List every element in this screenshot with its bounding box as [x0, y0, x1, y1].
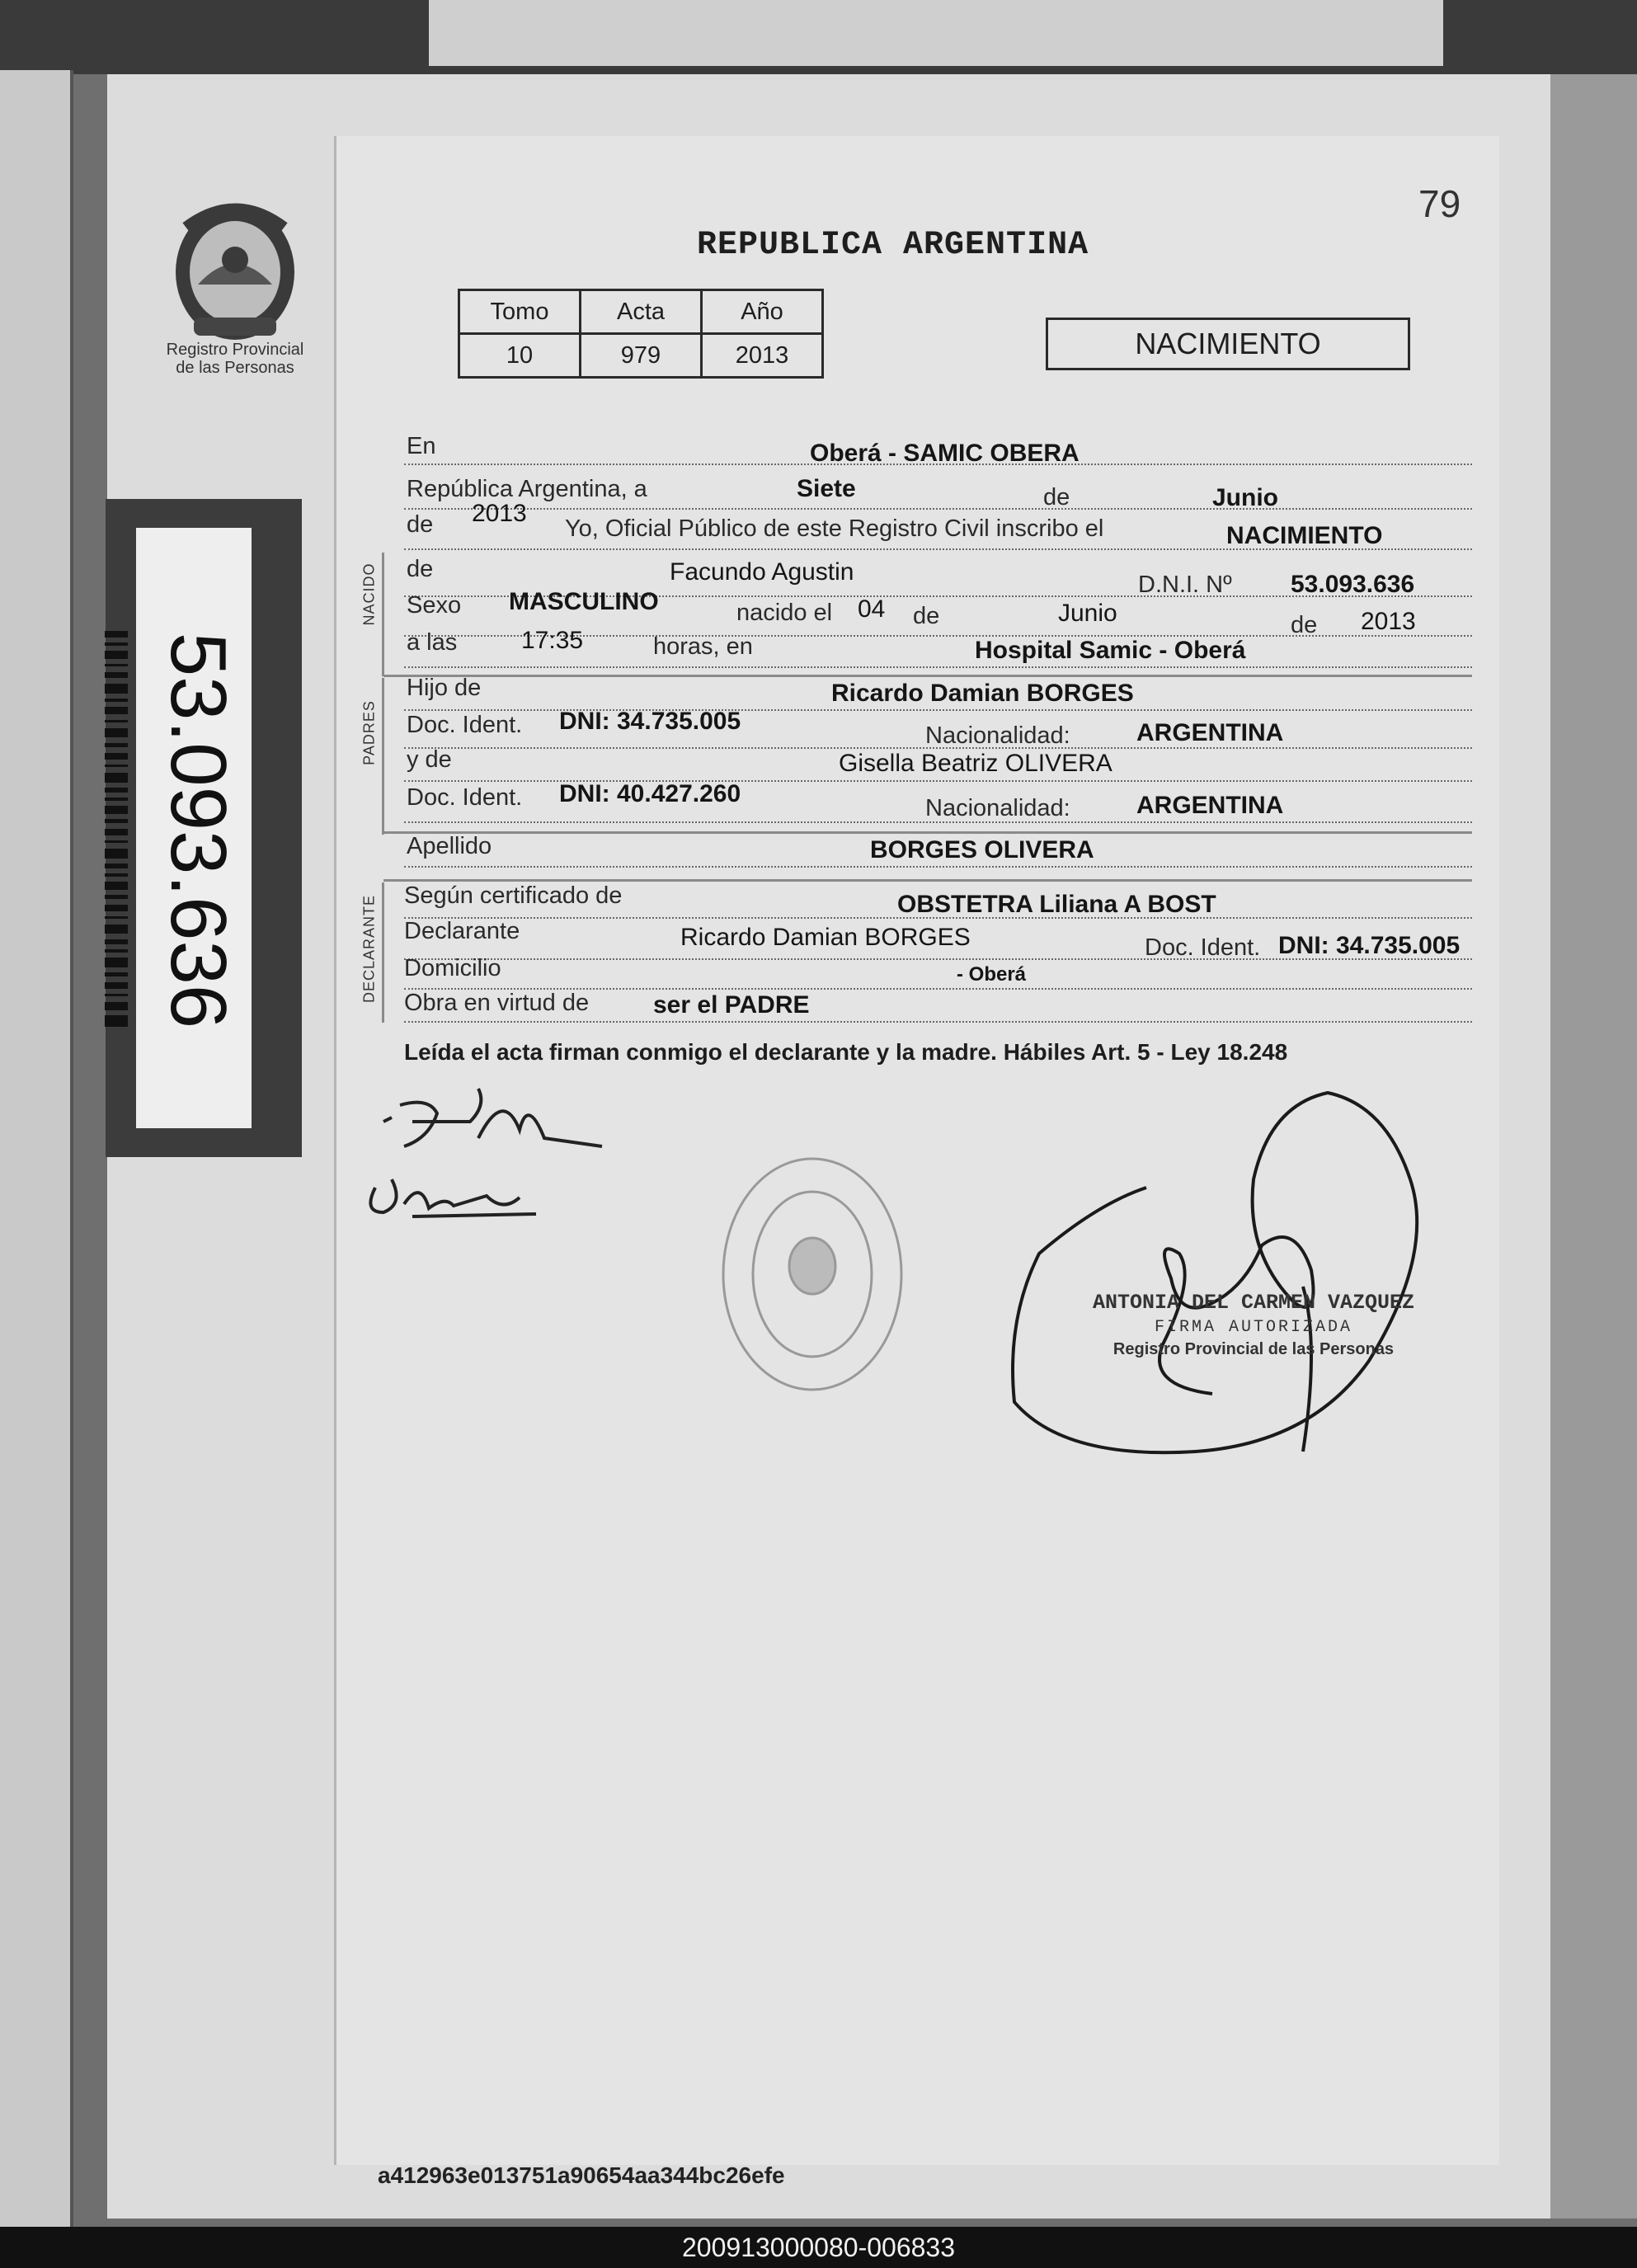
- mother-nationality-label: Nacionalidad:: [925, 795, 1070, 821]
- mother-doc-label: Doc. Ident.: [407, 784, 523, 811]
- child-dni-value: 53.093.636: [1291, 571, 1415, 598]
- registry-header-anio: Año: [702, 290, 823, 334]
- padres-section-label: PADRES: [360, 700, 378, 765]
- section-divider: [382, 882, 384, 1023]
- row-line: [404, 821, 1472, 823]
- background-paper-strip: [429, 0, 1443, 66]
- declarante-doc-label: Doc. Ident.: [1145, 934, 1261, 961]
- section-separator: [383, 879, 1472, 882]
- sexo-value: MASCULINO: [509, 588, 659, 615]
- barcode-icon: [105, 631, 128, 1027]
- section-divider: [382, 553, 384, 676]
- obra-value: ser el PADRE: [653, 991, 810, 1019]
- domicilio-value: - Oberá: [957, 963, 1027, 986]
- stamp-organization: Registro Provincial de las Personas: [1113, 1340, 1395, 1358]
- birth-time-value: 17:35: [521, 627, 584, 654]
- mother-doc-value: DNI: 40.427.260: [559, 780, 741, 807]
- apellido-label: Apellido: [407, 833, 492, 859]
- barcode-number: 53.093.636: [154, 632, 242, 1029]
- nacido-el-label: nacido el: [736, 600, 833, 626]
- domicilio-label: Domicilio: [404, 955, 501, 981]
- birth-year-value: 2013: [1361, 608, 1416, 635]
- birth-month-value: Junio: [1058, 600, 1117, 627]
- de-label: de: [1043, 484, 1070, 511]
- row-line: [404, 666, 1472, 668]
- record-type-box: NACIMIENTO: [1046, 318, 1410, 370]
- birth-day-value: 04: [858, 595, 886, 623]
- provincial-coat-of-arms-icon: [161, 194, 309, 351]
- row-line: [404, 866, 1472, 868]
- mother-signature: [370, 1179, 536, 1216]
- birth-place-value: Hospital Samic - Oberá: [975, 637, 1246, 664]
- declarante-name-value: Ricardo Damian BORGES: [680, 924, 971, 951]
- provincial-seal: [723, 1159, 901, 1390]
- father-nationality-label: Nacionalidad:: [925, 722, 1070, 749]
- de-label-2: de: [407, 511, 434, 538]
- en-label: En: [407, 433, 436, 459]
- declarante-section-label: DECLARANTE: [360, 894, 378, 1004]
- a-las-label: a las: [407, 629, 458, 656]
- oficial-text: Yo, Oficial Público de este Registro Civil inscribo el: [565, 515, 1104, 542]
- apellido-value: BORGES OLIVERA: [870, 836, 1094, 863]
- page-edge: [1550, 74, 1637, 2219]
- row-line: [404, 1021, 1472, 1023]
- facing-page: [0, 70, 73, 2231]
- authority-stamp: [1080, 1291, 1427, 1359]
- declarant-signature: [383, 1089, 602, 1146]
- nacido-de-label: de: [407, 556, 434, 582]
- row-line: [404, 747, 1472, 749]
- y-de-label: y de: [407, 746, 452, 773]
- registry-header-acta: Acta: [581, 290, 702, 334]
- document-title: REPUBLICA ARGENTINA: [697, 227, 1089, 264]
- inscribed-type-value: NACIMIENTO: [1226, 522, 1383, 549]
- page-number: 79: [1418, 182, 1461, 225]
- stamp-name: ANTONIA DEL CARMEN VAZQUEZ: [1092, 1291, 1415, 1315]
- section-separator: [383, 675, 1472, 677]
- certificado-label: Según certificado de: [404, 882, 623, 909]
- logo-caption: [140, 341, 330, 377]
- hijo-label: Hijo de: [407, 675, 482, 701]
- signatures-and-seal: [355, 1072, 1509, 1501]
- nacido-section-label: NACIDO: [360, 562, 378, 626]
- scan-id: 200913000080-006833: [682, 2233, 955, 2262]
- registry-value-acta: 979: [581, 334, 702, 378]
- stamp-role: FIRMA AUTORIZADA: [1154, 1318, 1353, 1337]
- official-signature: [1013, 1093, 1417, 1452]
- father-doc-label: Doc. Ident.: [407, 712, 523, 738]
- row-line: [404, 508, 1472, 510]
- logo-caption-line1: Registro Provincial: [166, 341, 304, 359]
- month-text-value: Junio: [1212, 484, 1278, 511]
- declarante-doc-value: DNI: 34.735.005: [1278, 932, 1461, 959]
- document-hash: a412963e013751a90654aa344bc26efe: [378, 2162, 785, 2188]
- horas-label: horas, en: [653, 633, 753, 660]
- registry-header-tomo: Tomo: [459, 290, 581, 334]
- section-separator: [383, 831, 1472, 834]
- row-line: [404, 548, 1472, 550]
- dni-label: D.N.I. Nº: [1138, 572, 1232, 598]
- place-value: Oberá - SAMIC OBERA: [810, 440, 1080, 467]
- mother-name-value: Gisella Beatriz OLIVERA: [839, 750, 1113, 777]
- section-divider: [382, 678, 384, 835]
- father-nationality-value: ARGENTINA: [1136, 719, 1284, 746]
- sexo-label: Sexo: [407, 592, 462, 619]
- logo-caption-line2: de las Personas: [176, 359, 294, 377]
- birth-de-label-2: de: [1291, 612, 1318, 638]
- registry-value-anio: 2013: [702, 334, 823, 378]
- registry-table: [458, 289, 824, 379]
- closing-note: Leída el acta firman conmigo el declarante y la madre. Hábiles Art. 5 - Ley 18.248: [404, 1039, 1288, 1065]
- certificado-value: OBSTETRA Liliana A BOST: [897, 891, 1216, 918]
- day-text-value: Siete: [797, 475, 856, 502]
- birth-de-label: de: [913, 603, 940, 629]
- row-line: [404, 958, 1472, 960]
- row-line: [404, 917, 1472, 919]
- obra-label: Obra en virtud de: [404, 990, 590, 1016]
- row-line: [404, 463, 1472, 465]
- mother-nationality-value: ARGENTINA: [1136, 792, 1284, 819]
- republica-label: República Argentina, a: [407, 476, 647, 502]
- registry-value-tomo: 10: [459, 334, 581, 378]
- father-name-value: Ricardo Damian BORGES: [831, 680, 1134, 707]
- child-name-value: Facundo Agustin: [670, 558, 854, 586]
- declarante-label: Declarante: [404, 918, 520, 944]
- father-doc-value: DNI: 34.735.005: [559, 708, 741, 735]
- year-text-value: 2013: [472, 500, 527, 527]
